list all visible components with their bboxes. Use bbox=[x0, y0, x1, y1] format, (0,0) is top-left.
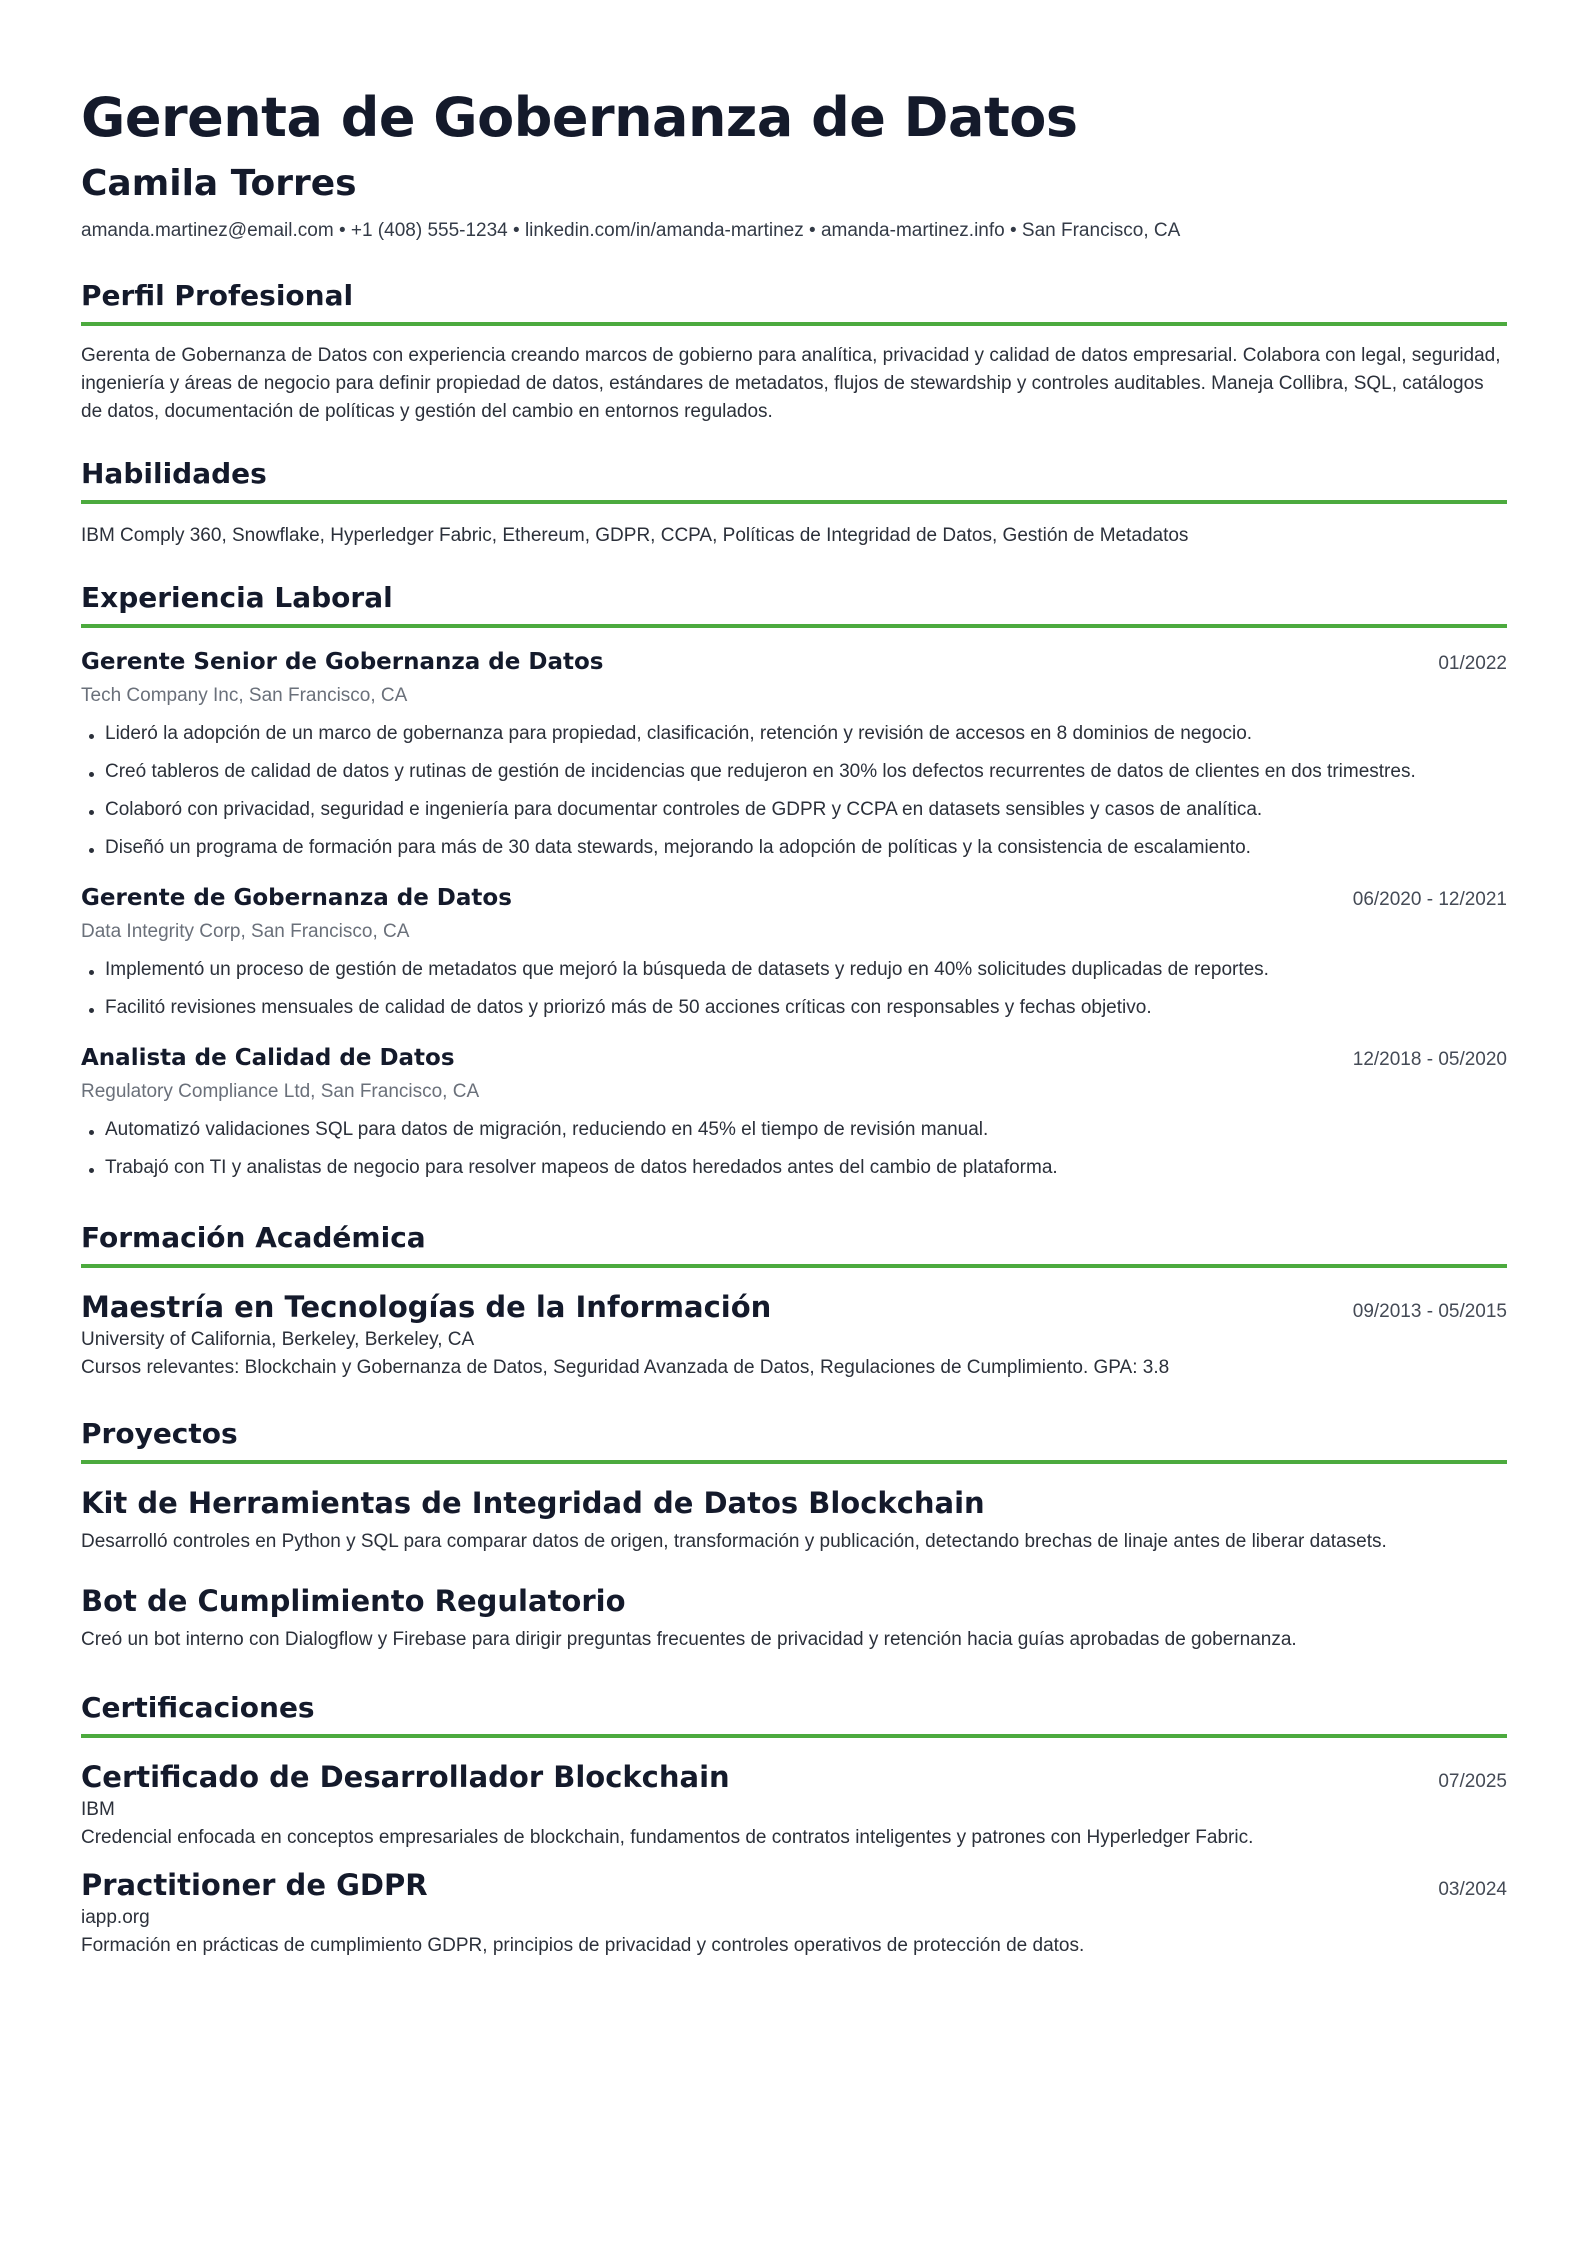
bullet-item: Facilitó revisiones mensuales de calidad de datos y priorizó más de 50 acciones críticas con responsables y fechas objetivo. bbox=[81, 994, 1507, 1022]
section-heading-profile: Perfil Profesional bbox=[81, 278, 1507, 326]
candidate-name: Camila Torres bbox=[81, 163, 357, 204]
section-heading-certifications: Certificaciones bbox=[81, 1690, 1507, 1738]
bullet-item: Automatizó validaciones SQL para datos de migración, reduciendo en 45% el tiempo de revisión manual. bbox=[81, 1116, 1507, 1144]
education-courses: Cursos relevantes: Blockchain y Gobernanza de Datos, Seguridad Avanzada de Datos, Regulaciones de Cumplimiento. GPA: 3.8 bbox=[81, 1357, 1170, 1378]
certification-issuer: iapp.org bbox=[81, 1907, 150, 1928]
job-entry bbox=[81, 1042, 1507, 1182]
certification-entry bbox=[81, 1758, 1507, 1852]
job-company: Tech Company Inc, San Francisco, CA bbox=[81, 685, 408, 706]
job-bullets bbox=[81, 956, 1507, 1022]
school-name: University of California, Berkeley, Berkeley, CA bbox=[81, 1329, 475, 1350]
certification-issuer: IBM bbox=[81, 1799, 115, 1820]
bullet-item: Lideró la adopción de un marco de gobernanza para propiedad, clasificación, retención y revisión de accesos en 8 dominios de negocio. bbox=[81, 720, 1507, 748]
certification-title: Practitioner de GDPR bbox=[81, 1868, 428, 1902]
project-entry bbox=[81, 1484, 1507, 1556]
bullet-item: Colaboró con privacidad, seguridad e ingeniería para documentar controles de GDPR y CCPA en datasets sensibles y casos de analítica. bbox=[81, 796, 1507, 824]
projects-section bbox=[81, 1416, 1507, 1654]
contact-line: amanda.martinez@email.com • +1 (408) 555-1234 • linkedin.com/in/amanda-martinez • amanda-martinez.info • San Francisco, CA bbox=[81, 220, 1181, 241]
education-section bbox=[81, 1220, 1507, 1382]
certification-title: Certificado de Desarrollador Blockchain bbox=[81, 1760, 730, 1794]
job-company: Regulatory Compliance Ltd, San Francisco, CA bbox=[81, 1081, 480, 1102]
project-title: Bot de Cumplimiento Regulatorio bbox=[81, 1584, 626, 1618]
job-date: 06/2020 - 12/2021 bbox=[1352, 889, 1507, 910]
job-title: Analista de Calidad de Datos bbox=[81, 1045, 455, 1071]
job-title: Gerente Senior de Gobernanza de Datos bbox=[81, 649, 604, 675]
job-entry bbox=[81, 882, 1507, 1022]
job-company: Data Integrity Corp, San Francisco, CA bbox=[81, 921, 410, 942]
project-title: Kit de Herramientas de Integridad de Datos Blockchain bbox=[81, 1486, 985, 1520]
skills-text: IBM Comply 360, Snowflake, Hyperledger Fabric, Ethereum, GDPR, CCPA, Políticas de Integridad de Datos, Gestión de Metadatos bbox=[81, 525, 1189, 546]
education-entry bbox=[81, 1288, 1507, 1382]
section-heading-projects: Proyectos bbox=[81, 1416, 1507, 1464]
bullet-item: Implementó un proceso de gestión de metadatos que mejoró la búsqueda de datasets y redujo en 40% solicitudes duplicadas de reportes. bbox=[81, 956, 1507, 984]
section-heading-experience: Experiencia Laboral bbox=[81, 580, 1507, 628]
job-bullets bbox=[81, 720, 1507, 862]
certification-date: 03/2024 bbox=[1438, 1879, 1507, 1900]
job-entry bbox=[81, 646, 1507, 862]
certification-text: Credencial enfocada en conceptos empresariales de blockchain, fundamentos de contratos inteligentes y patrones con Hyperledger Fabric. bbox=[81, 1827, 1254, 1848]
section-heading-education: Formación Académica bbox=[81, 1220, 1507, 1268]
project-entry bbox=[81, 1582, 1507, 1654]
skills-section bbox=[81, 456, 1507, 550]
bullet-item: Diseñó un programa de formación para más de 30 data stewards, mejorando la adopción de políticas y la consistencia de escalamiento. bbox=[81, 834, 1507, 862]
certification-entry bbox=[81, 1866, 1507, 1960]
section-heading-skills: Habilidades bbox=[81, 456, 1507, 504]
job-date: 12/2018 - 05/2020 bbox=[1352, 1049, 1507, 1070]
certification-date: 07/2025 bbox=[1438, 1771, 1507, 1792]
certification-text: Formación en prácticas de cumplimiento GDPR, principios de privacidad y controles operativos de protección de datos. bbox=[81, 1935, 1085, 1956]
job-title: Gerente de Gobernanza de Datos bbox=[81, 885, 512, 911]
resume-title: Gerenta de Gobernanza de Datos bbox=[81, 86, 1078, 149]
education-date: 09/2013 - 05/2015 bbox=[1352, 1301, 1507, 1322]
degree-title: Maestría en Tecnologías de la Información bbox=[81, 1290, 772, 1324]
bullet-item: Creó tableros de calidad de datos y rutinas de gestión de incidencias que redujeron en 30% los defectos recurrentes de datos de clientes en dos trimestres. bbox=[81, 758, 1507, 786]
project-text: Desarrolló controles en Python y SQL para comparar datos de origen, transformación y publicación, detectando brechas de linaje antes de liberar datasets. bbox=[81, 1531, 1387, 1552]
certifications-section bbox=[81, 1690, 1507, 1960]
job-bullets bbox=[81, 1116, 1507, 1182]
profile-text: Gerenta de Gobernanza de Datos con experiencia creando marcos de gobierno para analítica, privacidad y calidad de datos empresarial. Colabora con legal, seguridad, ingeniería y áreas de negocio para definir propiedad de datos, estándares de metadatos, flujos de stewardship y controles auditables. Maneja Collibra, SQL, catálogos de datos, documentación de políticas y gestión del cambio en entornos regulados. bbox=[81, 345, 1501, 422]
bullet-item: Trabajó con TI y analistas de negocio para resolver mapeos de datos heredados antes del cambio de plataforma. bbox=[81, 1154, 1507, 1182]
profile-section bbox=[81, 278, 1507, 426]
experience-section bbox=[81, 580, 1507, 1182]
project-text: Creó un bot interno con Dialogflow y Firebase para dirigir preguntas frecuentes de privacidad y retención hacia guías aprobadas de gobernanza. bbox=[81, 1629, 1297, 1650]
job-date: 01/2022 bbox=[1438, 653, 1507, 674]
